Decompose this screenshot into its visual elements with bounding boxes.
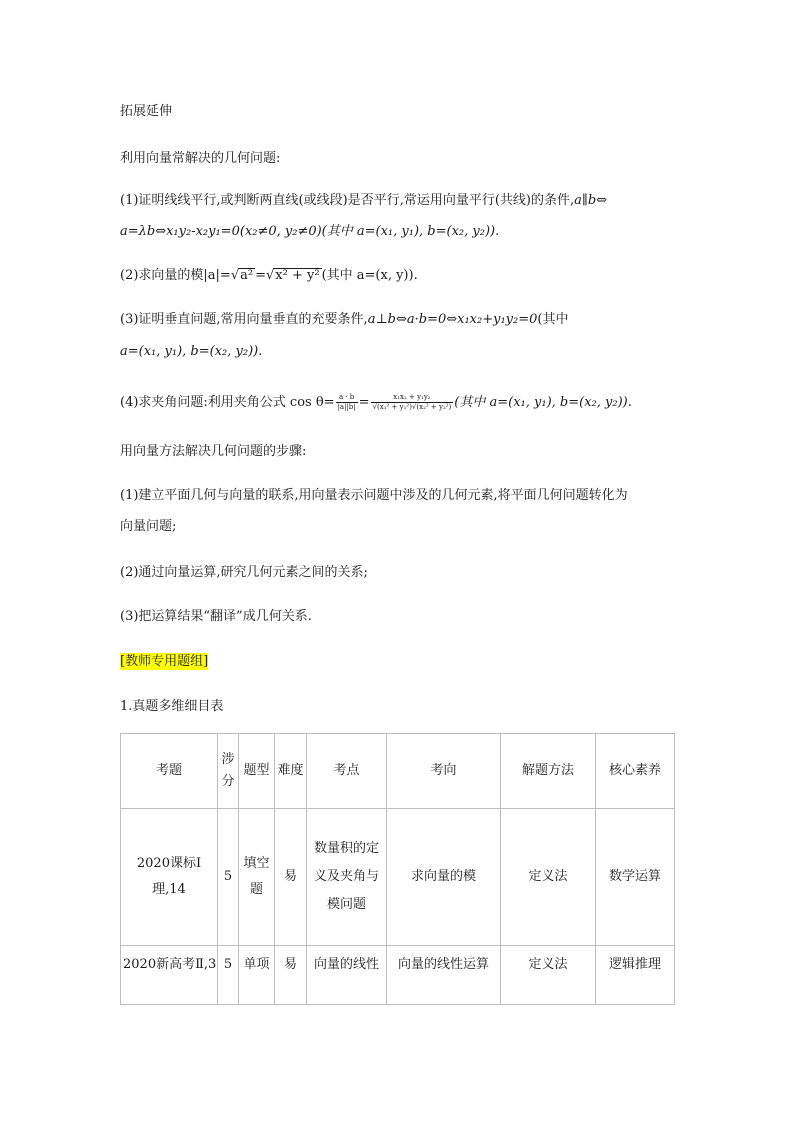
item-4 bbox=[120, 393, 632, 412]
table-cell: 数量积的定义及夹角与模问题 bbox=[307, 809, 387, 946]
table-cell: 向量的线性 bbox=[313, 957, 379, 972]
steps-title: 用向量方法解决几何问题的步骤: bbox=[120, 444, 307, 459]
step-1-line-1: (1)建立平面几何与向量的联系,用向量表示问题中涉及的几何元素,将平面几何问题转化为 bbox=[120, 488, 628, 503]
section-title: 拓展延伸 bbox=[120, 104, 173, 119]
item-2-radicand-1: a² bbox=[240, 268, 254, 283]
item-4-text-b: = bbox=[358, 395, 370, 410]
item-3-math: a⊥b⇔a·b=0⇔x₁x₂+y₁y₂=0 bbox=[367, 312, 538, 327]
table-cell: 易 bbox=[283, 957, 297, 972]
table-cell: 数学运算 bbox=[596, 809, 675, 946]
header-cell: 涉分 bbox=[218, 734, 239, 809]
table-cell-wrap bbox=[501, 946, 596, 1005]
table-row bbox=[121, 946, 675, 1005]
table-cell-wrap bbox=[239, 946, 275, 1005]
cos-fraction-1-denominator: |a||b| bbox=[337, 403, 356, 411]
cos-fraction-1-numerator: a · b bbox=[336, 393, 358, 403]
table-cell: 5 bbox=[223, 957, 233, 972]
section-intro: 利用向量常解决的几何问题: bbox=[120, 151, 281, 166]
table-cell: 2020新高考Ⅱ,3 bbox=[123, 957, 217, 972]
item-4-text-c: (其中 a=(x₁, y₁), b=(x₂, y₂)). bbox=[454, 395, 632, 410]
item-2-text-a: (2)求向量的模|a|= bbox=[120, 268, 231, 283]
cos-fraction-2-denominator: √(x₁² + y₁²)√(x₂² + y₂²) bbox=[372, 403, 452, 411]
table-cell: 2020课标Ⅰ理,14 bbox=[121, 809, 218, 946]
item-2-radicand-2: x² + y² bbox=[275, 268, 320, 283]
item-1-math: a∥b⇔ bbox=[574, 193, 608, 208]
table-cell: 逻辑推理 bbox=[608, 957, 661, 972]
table-cell: 5 bbox=[218, 809, 239, 946]
item-3-line-1 bbox=[120, 312, 568, 328]
table-title: 1.真题多维细目表 bbox=[120, 699, 224, 714]
table-header-row bbox=[121, 734, 675, 809]
header-cell: 难度 bbox=[275, 734, 307, 809]
cos-fraction-2-numerator: x₁x₂ + y₁y₂ bbox=[371, 393, 454, 403]
item-2-text-c: (其中 a=(x, y)). bbox=[321, 268, 418, 283]
step-2: (2)通过向量运算,研究几何元素之间的关系; bbox=[120, 565, 368, 580]
table-cell: 定义法 bbox=[501, 809, 596, 946]
item-1-text: (1)证明线线平行,或判断两直线(或线段)是否平行,常运用向量平行(共线)的条件, bbox=[120, 193, 575, 208]
item-1-line-1 bbox=[120, 193, 607, 209]
item-3-line-2: a=(x₁, y₁), b=(x₂, y₂)). bbox=[120, 344, 263, 359]
item-2-text-b: = bbox=[255, 268, 266, 283]
item-3-text: (3)证明垂直问题,常用向量垂直的充要条件, bbox=[120, 312, 368, 327]
teacher-tag bbox=[120, 654, 208, 670]
header-cell: 题型 bbox=[239, 734, 275, 809]
step-1-line-2: 向量问题; bbox=[120, 519, 177, 534]
table-cell-wrap bbox=[121, 946, 218, 1005]
table-row bbox=[121, 809, 675, 946]
header-cell: 考向 bbox=[387, 734, 501, 809]
cos-fraction-2 bbox=[371, 393, 454, 412]
table-cell-wrap bbox=[218, 946, 239, 1005]
exam-detail-table bbox=[120, 733, 675, 1005]
table-cell-wrap bbox=[596, 946, 675, 1005]
item-1-line-2: a=λb⇔x₁y₂-x₂y₁=0(x₂≠0, y₂≠0)(其中 a=(x₁, y₁), b=(x₂, y₂)). bbox=[120, 224, 500, 239]
table-cell-wrap bbox=[387, 946, 501, 1005]
table-cell: 求向量的模 bbox=[387, 809, 501, 946]
item-4-text-a: (4)求夹角问题:利用夹角公式 cos θ= bbox=[120, 395, 335, 410]
item-3-tail: (其中 bbox=[537, 312, 569, 327]
table-cell: 填空题 bbox=[239, 809, 275, 946]
table-cell: 向量的线性运算 bbox=[397, 957, 489, 972]
table-cell: 易 bbox=[275, 809, 307, 946]
header-cell: 解题方法 bbox=[501, 734, 596, 809]
cos-fraction-1 bbox=[336, 393, 358, 412]
table-cell: 定义法 bbox=[528, 957, 568, 972]
table-cell-wrap bbox=[307, 946, 387, 1005]
item-2: (2)求向量的模|a|=√a² =√x² + y² (其中 a=(x, y)). bbox=[120, 268, 418, 283]
header-cell: 考题 bbox=[121, 734, 218, 809]
table-cell-wrap bbox=[275, 946, 307, 1005]
header-cell: 考点 bbox=[307, 734, 387, 809]
step-3: (3)把运算结果“翻译”成几何关系. bbox=[120, 609, 312, 624]
table-cell: 单项 bbox=[243, 957, 270, 972]
header-cell: 核心素养 bbox=[596, 734, 675, 809]
teacher-tag-label: [教师专用题组] bbox=[120, 654, 209, 669]
